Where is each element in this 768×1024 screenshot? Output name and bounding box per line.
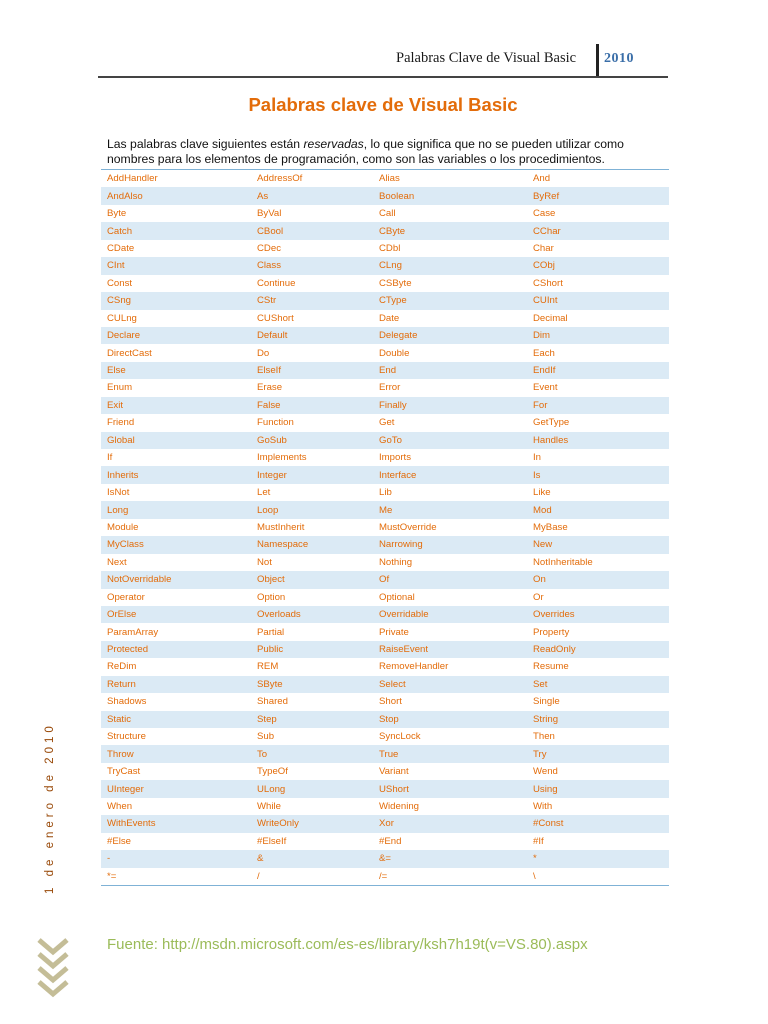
keyword-cell: #Const bbox=[527, 815, 669, 832]
keyword-cell: Variant bbox=[379, 766, 409, 778]
keyword-cell: MustInherit bbox=[257, 521, 305, 533]
table-row bbox=[101, 257, 669, 274]
table-row bbox=[101, 170, 669, 188]
keyword-cell: Finally bbox=[373, 397, 527, 414]
keyword-cell: Class bbox=[251, 257, 373, 274]
keyword-cell: Step bbox=[251, 711, 373, 728]
keyword-cell: End bbox=[373, 362, 527, 379]
keyword-cell: MustOverride bbox=[379, 521, 437, 533]
keyword-cell: Overrides bbox=[527, 606, 669, 623]
keyword-cell: Dim bbox=[527, 327, 669, 344]
header-title: Palabras Clave de Visual Basic bbox=[396, 50, 577, 66]
table-row bbox=[101, 484, 669, 501]
keyword-cell: Throw bbox=[101, 745, 251, 762]
keyword-cell: Loop bbox=[251, 501, 373, 518]
table-row bbox=[101, 711, 669, 728]
keyword-cell: NotOverridable bbox=[101, 571, 251, 588]
table-row bbox=[101, 693, 669, 710]
table-row bbox=[101, 606, 669, 623]
keyword-cell: Case bbox=[533, 208, 556, 220]
keyword-cell: TypeOf bbox=[257, 766, 288, 778]
keyword-cell: Public bbox=[251, 641, 373, 658]
keyword-cell: Partial bbox=[257, 626, 285, 638]
keyword-cell: Object bbox=[251, 571, 373, 588]
keyword-cell: Double bbox=[379, 347, 410, 359]
keyword-cell: IsNot bbox=[107, 487, 130, 499]
keyword-cell: GetType bbox=[533, 417, 570, 429]
keyword-cell: Return bbox=[101, 676, 251, 693]
keyword-cell: / bbox=[251, 868, 373, 886]
table-row bbox=[101, 275, 669, 292]
table-row bbox=[101, 815, 669, 832]
table-row bbox=[101, 327, 669, 344]
intro-text-start: Las palabras clave siguientes están bbox=[107, 137, 304, 151]
keyword-cell: Namespace bbox=[251, 536, 373, 553]
table-row bbox=[101, 187, 669, 204]
table-row bbox=[101, 432, 669, 449]
table-row bbox=[101, 414, 669, 431]
keyword-cell: CUShort bbox=[257, 312, 294, 324]
keyword-cell: Short bbox=[379, 696, 402, 708]
keyword-cell: Or bbox=[533, 591, 544, 603]
keyword-cell: Structure bbox=[107, 731, 146, 743]
keyword-cell: ReadOnly bbox=[527, 641, 669, 658]
keyword-cell: Let bbox=[257, 487, 271, 499]
keyword-cell: - bbox=[101, 850, 251, 867]
keyword-cell: Module bbox=[107, 521, 139, 533]
keyword-cell: RaiseEvent bbox=[373, 641, 527, 658]
keyword-cell: Declare bbox=[101, 327, 251, 344]
table-row bbox=[101, 763, 669, 780]
keyword-cell: Like bbox=[533, 487, 551, 499]
keyword-cell: Byte bbox=[107, 208, 127, 220]
keyword-cell: Get bbox=[379, 417, 395, 429]
keyword-cell: Option bbox=[257, 591, 286, 603]
chevron-down-icon bbox=[36, 936, 70, 1006]
keyword-cell: Wend bbox=[533, 766, 558, 778]
keyword-cell: OrElse bbox=[101, 606, 251, 623]
keyword-cell: Exit bbox=[101, 397, 251, 414]
keyword-cell: Else bbox=[101, 362, 251, 379]
keyword-cell: Continue bbox=[257, 277, 296, 289]
keyword-cell: Enum bbox=[107, 382, 133, 394]
table-row bbox=[101, 728, 669, 745]
table-row bbox=[101, 554, 669, 571]
keyword-cell: Try bbox=[527, 745, 669, 762]
keyword-cell: ReDim bbox=[107, 661, 137, 673]
keyword-cell: Interface bbox=[373, 466, 527, 483]
keyword-cell: And bbox=[527, 170, 669, 188]
keyword-cell: MyBase bbox=[533, 521, 568, 533]
keyword-cell: * bbox=[527, 850, 669, 867]
header-rule bbox=[98, 76, 668, 78]
keyword-cell: UShort bbox=[373, 780, 527, 797]
keyword-cell: AddHandler bbox=[101, 170, 251, 188]
keyword-cell: ElseIf bbox=[251, 362, 373, 379]
keyword-cell: Event bbox=[533, 382, 558, 394]
keyword-cell: Operator bbox=[107, 591, 145, 603]
keyword-cell: Implements bbox=[257, 452, 307, 464]
keyword-cell: Then bbox=[533, 731, 555, 743]
keyword-cell: CStr bbox=[251, 292, 373, 309]
keyword-cell: UInteger bbox=[101, 780, 251, 797]
intro-paragraph bbox=[107, 137, 667, 167]
keyword-cell: CByte bbox=[373, 222, 527, 239]
keyword-cell: Global bbox=[101, 432, 251, 449]
keyword-cell: Shadows bbox=[107, 696, 147, 708]
table-row bbox=[101, 449, 669, 466]
keyword-cell: Each bbox=[533, 347, 555, 359]
keyword-cell: CULng bbox=[107, 312, 137, 324]
table-row bbox=[101, 379, 669, 396]
keyword-cell: ULong bbox=[251, 780, 373, 797]
keyword-cell: If bbox=[107, 452, 113, 464]
keyword-cell: Using bbox=[527, 780, 669, 797]
table-row bbox=[101, 571, 669, 588]
table-row bbox=[101, 745, 669, 762]
keyword-cell: Of bbox=[373, 571, 527, 588]
table-row bbox=[101, 501, 669, 518]
keywords-table bbox=[101, 169, 669, 886]
keyword-cell: Sub bbox=[257, 731, 275, 743]
keyword-cell: REM bbox=[257, 661, 279, 673]
keyword-cell: Property bbox=[533, 626, 570, 638]
keyword-cell: When bbox=[107, 800, 133, 812]
keyword-cell: Default bbox=[251, 327, 373, 344]
table-row bbox=[101, 310, 669, 327]
keyword-cell: Stop bbox=[373, 711, 527, 728]
keyword-cell: SByte bbox=[251, 676, 373, 693]
keyword-cell: Narrowing bbox=[373, 536, 527, 553]
keyword-cell: With bbox=[533, 800, 553, 812]
table-row bbox=[101, 397, 669, 414]
keyword-cell: NotInheritable bbox=[533, 556, 593, 568]
keyword-cell: Select bbox=[373, 676, 527, 693]
keyword-cell: Private bbox=[379, 626, 409, 638]
keyword-cell: Is bbox=[527, 466, 669, 483]
table-row bbox=[101, 292, 669, 309]
table-row bbox=[101, 641, 669, 658]
intro-text-end: , lo que significa que no se pueden utilizar como nombres para los elementos de programación, como son las variables o los procedimientos. bbox=[107, 137, 624, 166]
keyword-cell: Char bbox=[533, 242, 554, 254]
table-row bbox=[101, 519, 669, 536]
keyword-cell: To bbox=[251, 745, 373, 762]
keyword-cell: False bbox=[251, 397, 373, 414]
keyword-cell: Widening bbox=[379, 800, 419, 812]
table-row bbox=[101, 833, 669, 850]
keywords-table-body bbox=[101, 170, 669, 886]
keyword-cell: RemoveHandler bbox=[379, 661, 449, 673]
keyword-cell: Optional bbox=[379, 591, 415, 603]
keyword-cell: CSng bbox=[101, 292, 251, 309]
table-row bbox=[101, 205, 669, 222]
header-year: 2010 bbox=[604, 51, 634, 66]
keyword-cell: Xor bbox=[373, 815, 527, 832]
keyword-cell: ParamArray bbox=[107, 626, 159, 638]
keyword-cell: Catch bbox=[101, 222, 251, 239]
intro-emphasis: reservadas bbox=[303, 137, 364, 151]
keyword-cell: Imports bbox=[379, 452, 411, 464]
keyword-cell: CDbl bbox=[379, 242, 401, 254]
keyword-cell: Resume bbox=[533, 661, 569, 673]
keyword-cell: GoTo bbox=[373, 432, 527, 449]
keyword-cell: Inherits bbox=[101, 466, 251, 483]
keyword-cell: Handles bbox=[527, 432, 669, 449]
keyword-cell: As bbox=[251, 187, 373, 204]
keyword-cell: CSByte bbox=[379, 277, 412, 289]
keyword-cell: Nothing bbox=[379, 556, 413, 568]
keyword-cell: Function bbox=[257, 417, 294, 429]
keyword-cell: Static bbox=[101, 711, 251, 728]
keyword-cell: \ bbox=[527, 868, 669, 886]
table-row bbox=[101, 780, 669, 797]
table-row bbox=[101, 589, 669, 606]
keyword-cell: Boolean bbox=[373, 187, 527, 204]
keyword-cell: MyClass bbox=[101, 536, 251, 553]
keyword-cell: Long bbox=[101, 501, 251, 518]
keyword-cell: String bbox=[527, 711, 669, 728]
keyword-cell: Next bbox=[107, 556, 127, 568]
keyword-cell: CUInt bbox=[527, 292, 669, 309]
keyword-cell: On bbox=[527, 571, 669, 588]
keyword-cell: Error bbox=[379, 382, 401, 394]
keyword-cell: AndAlso bbox=[101, 187, 251, 204]
keyword-cell: In bbox=[533, 452, 542, 464]
keyword-cell: #ElseIf bbox=[257, 835, 287, 847]
table-row bbox=[101, 850, 669, 867]
keyword-cell: Integer bbox=[251, 466, 373, 483]
keyword-cell: While bbox=[257, 800, 281, 812]
page-title: Palabras clave de Visual Basic bbox=[248, 94, 518, 115]
keyword-cell: Do bbox=[257, 347, 270, 359]
keyword-cell: CDate bbox=[107, 242, 135, 254]
keyword-cell: Set bbox=[527, 676, 669, 693]
keyword-cell: CObj bbox=[527, 257, 669, 274]
keyword-cell: CBool bbox=[251, 222, 373, 239]
table-row bbox=[101, 344, 669, 361]
keyword-cell: Decimal bbox=[533, 312, 568, 324]
table-row bbox=[101, 466, 669, 483]
keyword-cell: True bbox=[373, 745, 527, 762]
keyword-cell: Delegate bbox=[373, 327, 527, 344]
table-row bbox=[101, 676, 669, 693]
table-row bbox=[101, 240, 669, 257]
keyword-cell: #If bbox=[533, 835, 544, 847]
keyword-cell: SyncLock bbox=[379, 731, 421, 743]
keyword-cell: CType bbox=[373, 292, 527, 309]
keyword-cell: ByRef bbox=[527, 187, 669, 204]
table-row bbox=[101, 536, 669, 553]
keyword-cell: #Else bbox=[107, 835, 131, 847]
keyword-cell: CLng bbox=[373, 257, 527, 274]
keyword-cell: New bbox=[527, 536, 669, 553]
keyword-cell: Single bbox=[533, 696, 560, 708]
keyword-cell: WriteOnly bbox=[251, 815, 373, 832]
keyword-cell: CShort bbox=[533, 277, 563, 289]
table-row bbox=[101, 798, 669, 815]
keyword-cell: TryCast bbox=[107, 766, 141, 778]
keyword-cell: ByVal bbox=[257, 208, 282, 220]
keyword-cell: GoSub bbox=[251, 432, 373, 449]
keyword-cell: Shared bbox=[257, 696, 288, 708]
table-row bbox=[101, 362, 669, 379]
source-link[interactable]: Fuente: http://msdn.microsoft.com/es-es/library/ksh7h19t(v=VS.80).aspx bbox=[107, 936, 588, 953]
keyword-cell: CChar bbox=[527, 222, 669, 239]
keyword-cell: Lib bbox=[379, 487, 392, 499]
keyword-cell: CDec bbox=[257, 242, 281, 254]
keyword-cell: Erase bbox=[257, 382, 283, 394]
keyword-cell: WithEvents bbox=[101, 815, 251, 832]
keyword-cell: Date bbox=[379, 312, 400, 324]
table-row bbox=[101, 658, 669, 675]
header-divider bbox=[596, 44, 599, 78]
table-row bbox=[101, 222, 669, 239]
keyword-cell: Overridable bbox=[373, 606, 527, 623]
keyword-cell: Call bbox=[379, 208, 396, 220]
keyword-cell: #End bbox=[379, 835, 402, 847]
keyword-cell: Not bbox=[257, 556, 272, 568]
keyword-cell: Me bbox=[373, 501, 527, 518]
keyword-cell: Mod bbox=[527, 501, 669, 518]
keyword-cell: /= bbox=[373, 868, 527, 886]
table-row bbox=[101, 868, 669, 886]
keyword-cell: EndIf bbox=[527, 362, 669, 379]
keyword-cell: CInt bbox=[101, 257, 251, 274]
keyword-cell: Overloads bbox=[251, 606, 373, 623]
keyword-cell: AddressOf bbox=[251, 170, 373, 188]
keyword-cell: Const bbox=[107, 277, 133, 289]
table-row bbox=[101, 623, 669, 640]
keyword-cell: Alias bbox=[373, 170, 527, 188]
keyword-cell: &= bbox=[373, 850, 527, 867]
keyword-cell: & bbox=[251, 850, 373, 867]
keyword-cell: DirectCast bbox=[107, 347, 152, 359]
keyword-cell: *= bbox=[101, 868, 251, 886]
keyword-cell: Protected bbox=[101, 641, 251, 658]
side-date-label: 1 de enero de 2010 bbox=[44, 722, 56, 894]
keyword-cell: Friend bbox=[107, 417, 135, 429]
keyword-cell: For bbox=[527, 397, 669, 414]
